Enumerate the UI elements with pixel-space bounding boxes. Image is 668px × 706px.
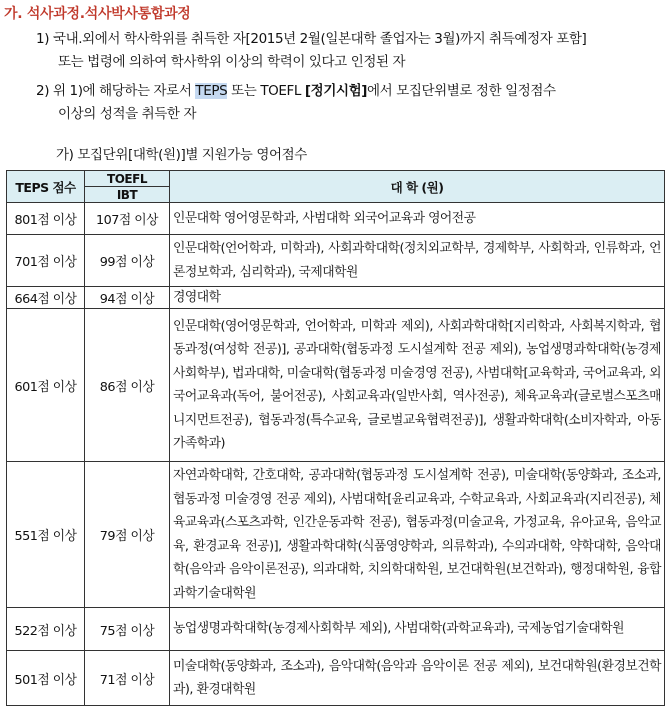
requirement-item-1: [36, 28, 586, 74]
ibt-cell: 79점 이상: [85, 462, 170, 608]
ibt-cell: 71점 이상: [85, 651, 170, 706]
item-text-line1: 국내.외에서 학사학위를 취득한 자[2015년 2월(일본대학 졸업자는 3월)까지 취득예정자 포함]: [52, 31, 587, 47]
college-cell: 인문대학(언어학과, 미학과), 사회과학대학(정치외교학부, 경제학부, 사회학과, 인류학과, 언론정보학과, 심리학과), 국제대학원: [170, 235, 665, 287]
table-row: [7, 462, 665, 608]
college-cell: 인문대학 영어영문학과, 사범대학 외국어교육과 영어전공: [170, 203, 665, 235]
header-teps: TEPS 점수: [7, 171, 85, 203]
table-row: [7, 651, 665, 706]
item-text-mid: 또는 TOEFL: [227, 83, 305, 99]
item-text-post: 에서 모집단위별로 정한 일정점수: [367, 83, 556, 99]
regular-exam-label: [정기시험]: [304, 83, 368, 99]
ibt-cell: 99점 이상: [85, 235, 170, 287]
item-number: 1): [36, 31, 50, 47]
subheading: 가) 모집단위[대학(원)]별 지원가능 영어점수: [56, 147, 307, 163]
item-text-line2: 이상의 성적을 취득한 자: [58, 106, 197, 122]
teps-cell: 664점 이상: [7, 287, 85, 309]
ibt-cell: 86점 이상: [85, 309, 170, 462]
item-number: 2): [36, 83, 50, 99]
score-table: [6, 170, 665, 706]
ibt-cell: 75점 이상: [85, 608, 170, 651]
header-college: 대 학 (원): [170, 171, 665, 203]
teps-cell: 801점 이상: [7, 203, 85, 235]
teps-cell: 601점 이상: [7, 309, 85, 462]
section-title: 가. 석사과정.석사박사통합과정: [4, 6, 191, 22]
teps-highlight: TEPS: [195, 83, 228, 99]
college-cell: 미술대학(동양화과, 조소과), 음악대학(음악과 음악이론 전공 제외), 보건대학원(환경보건학과), 환경대학원: [170, 651, 665, 706]
item-text-line2: 또는 법령에 의하여 학사학위 이상의 학력이 있다고 인정된 자: [58, 54, 406, 70]
college-cell: 자연과학대학, 간호대학, 공과대학(협동과정 도시설계학 전공), 미술대학(동양화과, 조소과, 협동과정 미술경영 전공 제외), 사범대학[윤리교육과, 수학교육과, 사회교육과(지리전공), 체육교육과(스포츠과학, 인간운동과학 전공), 협동과정(미술교육, 가정교육, 유아교육, 음악교육, 환경교육 전공)], 생활과학대학(식품영양학과, 의류학과), 수의과대학, 약학대학, 음악대학(음악과 음악이론전공), 의과대학, 치의학대학원, 보건대학원(보건학과), 행정대학원, 융합과학기술대학원: [170, 462, 665, 608]
table-row: [7, 309, 665, 462]
header-ibt: IBT: [85, 187, 170, 203]
teps-cell: 701점 이상: [7, 235, 85, 287]
teps-cell: 522점 이상: [7, 608, 85, 651]
teps-cell: 551점 이상: [7, 462, 85, 608]
table-row: [7, 235, 665, 287]
college-cell: 농업생명과학대학(농경제사회학부 제외), 사범대학(과학교육과), 국제농업기술대학원: [170, 608, 665, 651]
ibt-cell: 94점 이상: [85, 287, 170, 309]
teps-cell: 501점 이상: [7, 651, 85, 706]
requirement-item-2: [36, 80, 556, 126]
table-row: [7, 287, 665, 309]
college-cell: 경영대학: [170, 287, 665, 309]
college-cell: 인문대학(영어영문학과, 언어학과, 미학과 제외), 사회과학대학[지리학과, 사회복지학과, 협동과정(여성학 전공)], 공과대학(협동과정 도시설계학 전공 제외), 농업생명과학대학(농경제사회학부), 법과대학, 미술대학(협동과정 미술경영 전공), 사범대학[교육학과, 국어교육과, 외국어교육과(독어, 불어전공), 사회교육과(일반사회, 역사전공), 체육교육과(글로벌스포츠매니지먼트전공), 협동과정(특수교육, 글로벌교육협력전공)], 생활과학대학(소비자학과, 아동가족학과): [170, 309, 665, 462]
item-text-pre: 위 1)에 해당하는 자로서: [52, 83, 196, 99]
ibt-cell: 107점 이상: [85, 203, 170, 235]
header-toefl: TOEFL: [85, 171, 170, 187]
table-row: [7, 203, 665, 235]
table-row: [7, 608, 665, 651]
